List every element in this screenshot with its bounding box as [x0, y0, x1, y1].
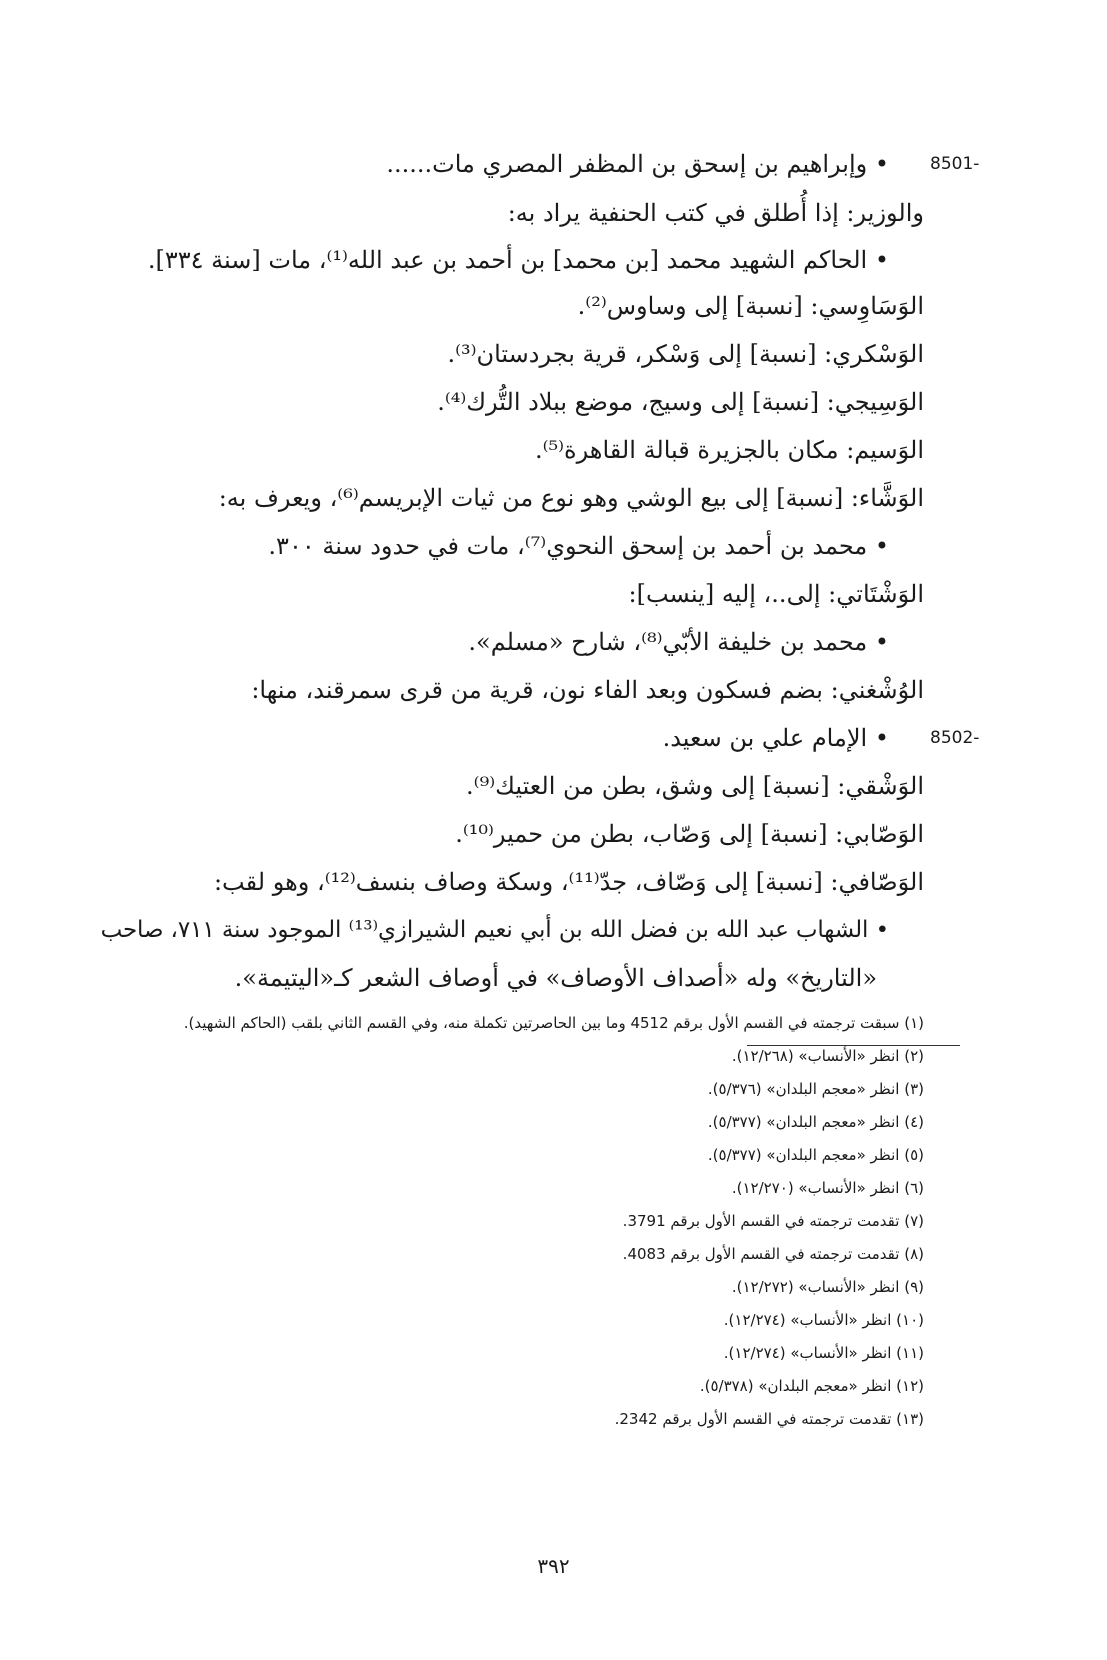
- entry-number: 8502-: [930, 728, 980, 748]
- footnote: (٢) انظر «الأنساب» (١٢/٢٦٨).: [731, 1047, 924, 1065]
- footnote: (٥) انظر «معجم البلدان» (٥/٣٧٧).: [707, 1146, 924, 1164]
- text-line: • الشهاب عبد الله بن فضل الله بن أبي نعيم الشيرازي⁽¹³⁾ الموجود سنة ٧١١، صاحب: [100, 917, 889, 943]
- footnote: (٧) تقدمت ترجمته في القسم الأول برقم 3791.: [622, 1212, 924, 1230]
- text-line: • وإبراهيم بن إسحق بن المظفر المصري مات......: [386, 150, 889, 178]
- footnote: (١١) انظر «الأنساب» (١٢/٢٧٤).: [723, 1344, 924, 1362]
- text-line: الوَسِيجي: [نسبة] إلى وسيج، موضع ببلاد التُّرك⁽⁴⁾.: [437, 388, 924, 416]
- text-line: والوزير: إذا أُطلق في كتب الحنفية يراد به:: [507, 199, 924, 227]
- footnote: (٨) تقدمت ترجمته في القسم الأول برقم 4083.: [622, 1245, 924, 1263]
- text-line: الوَشْتَاتي: إلى..، إليه [ينسب]:: [628, 580, 924, 608]
- text-line: • الحاكم الشهيد محمد [بن محمد] بن أحمد بن عبد الله⁽¹⁾، مات [سنة ٣٣٤].: [147, 246, 889, 274]
- page-number: ٣٩٢: [537, 1554, 570, 1578]
- footnote: (١) سبقت ترجمته في القسم الأول برقم 4512 وما بين الحاصرتين تكملة منه، وفي القسم الثاني بلقب (الحاكم الشهيد).: [183, 1014, 924, 1032]
- text-line: • محمد بن خليفة الأبّي⁽⁸⁾، شارح «مسلم».: [468, 628, 889, 656]
- footnote: (٩) انظر «الأنساب» (١٢/٢٧٢).: [731, 1278, 924, 1296]
- text-line: • الإمام علي بن سعيد.: [662, 724, 889, 752]
- text-line: الوُشْغني: بضم فسكون وبعد الفاء نون، قرية من قرى سمرقند، منها:: [251, 676, 924, 704]
- text-line: الوَشْقي: [نسبة] إلى وشق، بطن من العتيك⁽⁹⁾.: [466, 772, 924, 800]
- footnote: (١٠) انظر «الأنساب» (١٢/٢٧٤).: [723, 1311, 924, 1329]
- entry-number: 8501-: [930, 154, 980, 174]
- text-line: الوَشَّاء: [نسبة] إلى بيع الوشي وهو نوع من ثيات الإبريسم⁽⁶⁾، ويعرف به:: [218, 484, 924, 512]
- footnote: (١٣) تقدمت ترجمته في القسم الأول برقم 2342.: [614, 1410, 924, 1428]
- text-line: الوَصّابي: [نسبة] إلى وَصّاب، بطن من حمير⁽¹⁰⁾.: [455, 820, 924, 848]
- footnote: (٦) انظر «الأنساب» (١٢/٢٧٠).: [731, 1179, 924, 1197]
- text-line: الوَسْكري: [نسبة] إلى وَسْكر، قرية بجردستان⁽³⁾.: [447, 340, 924, 368]
- text-line: الوَسَاوِسي: [نسبة] إلى وساوس⁽²⁾.: [577, 292, 924, 320]
- text-line: الوَسيم: مكان بالجزيرة قبالة القاهرة⁽⁵⁾.: [534, 436, 924, 464]
- footnote: (١٢) انظر «معجم البلدان» (٥/٣٧٨).: [699, 1377, 924, 1395]
- footnote: (٤) انظر «معجم البلدان» (٥/٣٧٧).: [707, 1113, 924, 1131]
- text-line: الوَصّافي: [نسبة] إلى وَصّاف، جدّ⁽¹¹⁾، وسكة وصاف بنسف⁽¹²⁾، وهو لقب:: [213, 868, 924, 896]
- text-line: «التاريخ» وله «أصداف الأوصاف» في أوصاف الشعر كـ«اليتيمة».: [234, 964, 877, 992]
- footnote: (٣) انظر «معجم البلدان» (٥/٣٧٦).: [707, 1080, 924, 1098]
- text-line: • محمد بن أحمد بن إسحق النحوي⁽⁷⁾، مات في حدود سنة ٣٠٠.: [268, 532, 889, 560]
